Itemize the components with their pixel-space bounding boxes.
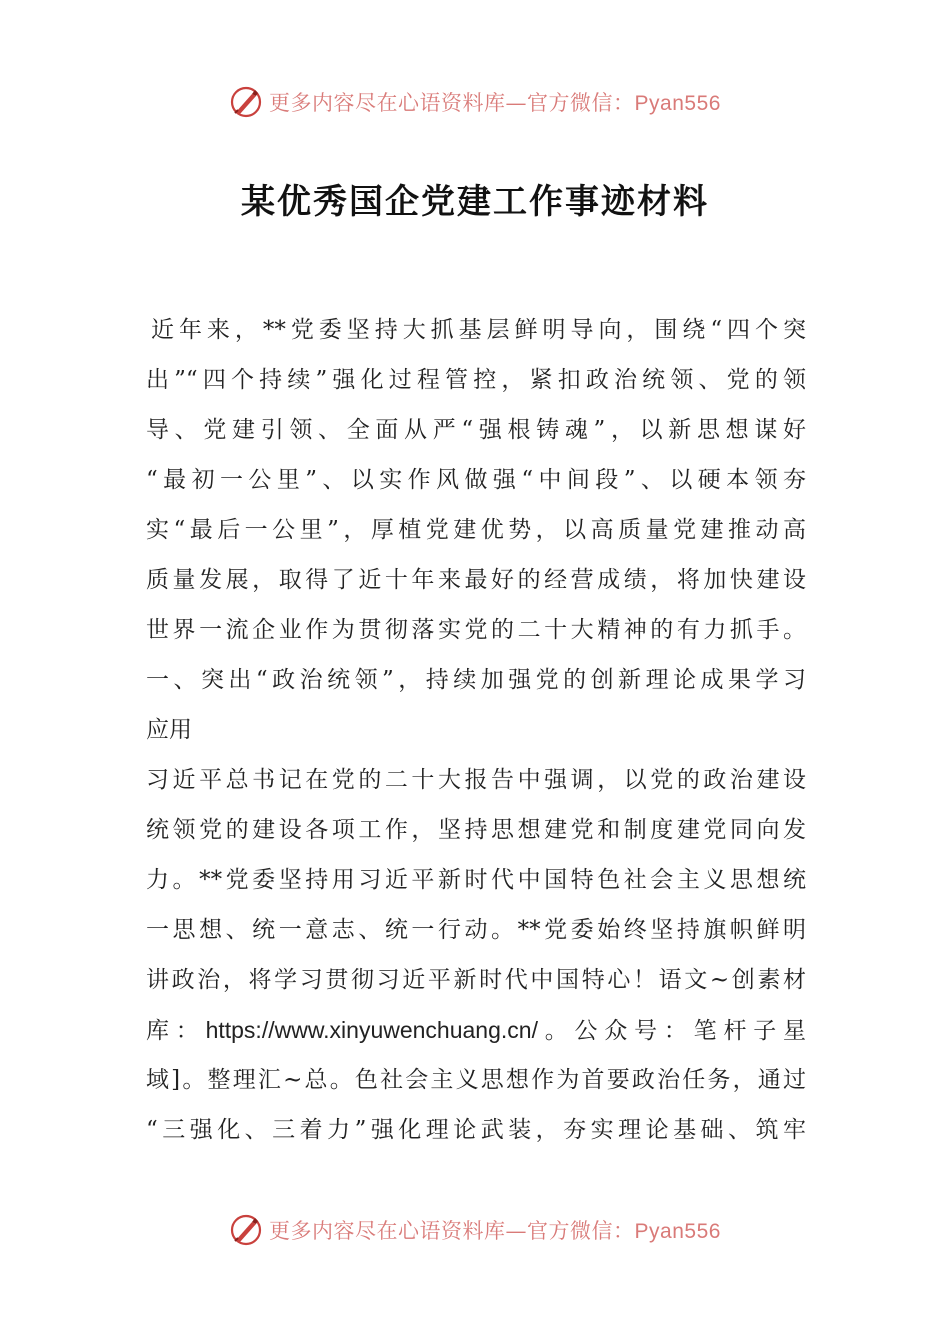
text-line: 实“最后一公里”，厚植党建优势，以高质量党建推动高	[146, 517, 806, 543]
pen-logo-icon	[229, 85, 263, 119]
text-line: 一思想、统一意志、统一行动。**党委始终坚持旗帜鲜明	[146, 917, 806, 943]
source-url: https://www.xinyuwenchuang.cn/	[205, 1017, 538, 1043]
pen-logo-icon	[229, 1213, 263, 1247]
text-line: 域]。整理汇~总。色社会主义思想作为首要政治任务，通过	[146, 1067, 806, 1093]
text-line: “最初一公里”、以实作风做强“中间段”、以硬本领夯	[146, 467, 806, 493]
text-line: 出”“四个持续”强化过程管控，紧扣政治统领、党的领	[146, 367, 806, 393]
text-line: 质量发展，取得了近十年来最好的经营成绩，将加快建设	[146, 567, 806, 593]
text-line: 世界一流企业作为贯彻落实党的二十大精神的有力抓手。	[146, 617, 806, 643]
text-line: 近年来，**党委坚持大抓基层鲜明导向，围绕“四个突	[151, 317, 806, 343]
watermark-banner-top	[0, 82, 950, 122]
document-body	[146, 305, 806, 1155]
document-title: 某优秀国企党建工作事迹材料	[241, 182, 709, 222]
text-line: 习近平总书记在党的二十大报告中强调，以党的政治建设	[146, 767, 806, 793]
text-line: “三强化、三着力”强化理论武装，夯实理论基础、筑牢	[146, 1117, 806, 1143]
text-line: 导、党建引领、全面从严“强根铸魂”，以新思想谋好	[146, 417, 806, 443]
text-line: 力。**党委坚持用习近平新时代中国特色社会主义思想统	[146, 867, 806, 893]
watermark-text: 更多内容尽在心语资料库—官方微信：Pyan556	[269, 1219, 721, 1243]
watermark-text: 更多内容尽在心语资料库—官方微信：Pyan556	[269, 91, 721, 115]
section-heading-line: 一、突出“政治统领”，持续加强党的创新理论成果学习	[146, 667, 806, 693]
section-heading-line: 应用	[146, 717, 192, 743]
text-line: 讲政治，将学习贯彻习近平新时代中国特心！语文~创素材	[146, 967, 806, 993]
watermark-banner-bottom	[0, 1210, 950, 1250]
text-line-url: 库：https://www.xinyuwenchuang.cn/。公众号：笔杆子星	[146, 1017, 806, 1044]
text-line: 统领党的建设各项工作，坚持思想建党和制度建党同向发	[146, 817, 806, 843]
